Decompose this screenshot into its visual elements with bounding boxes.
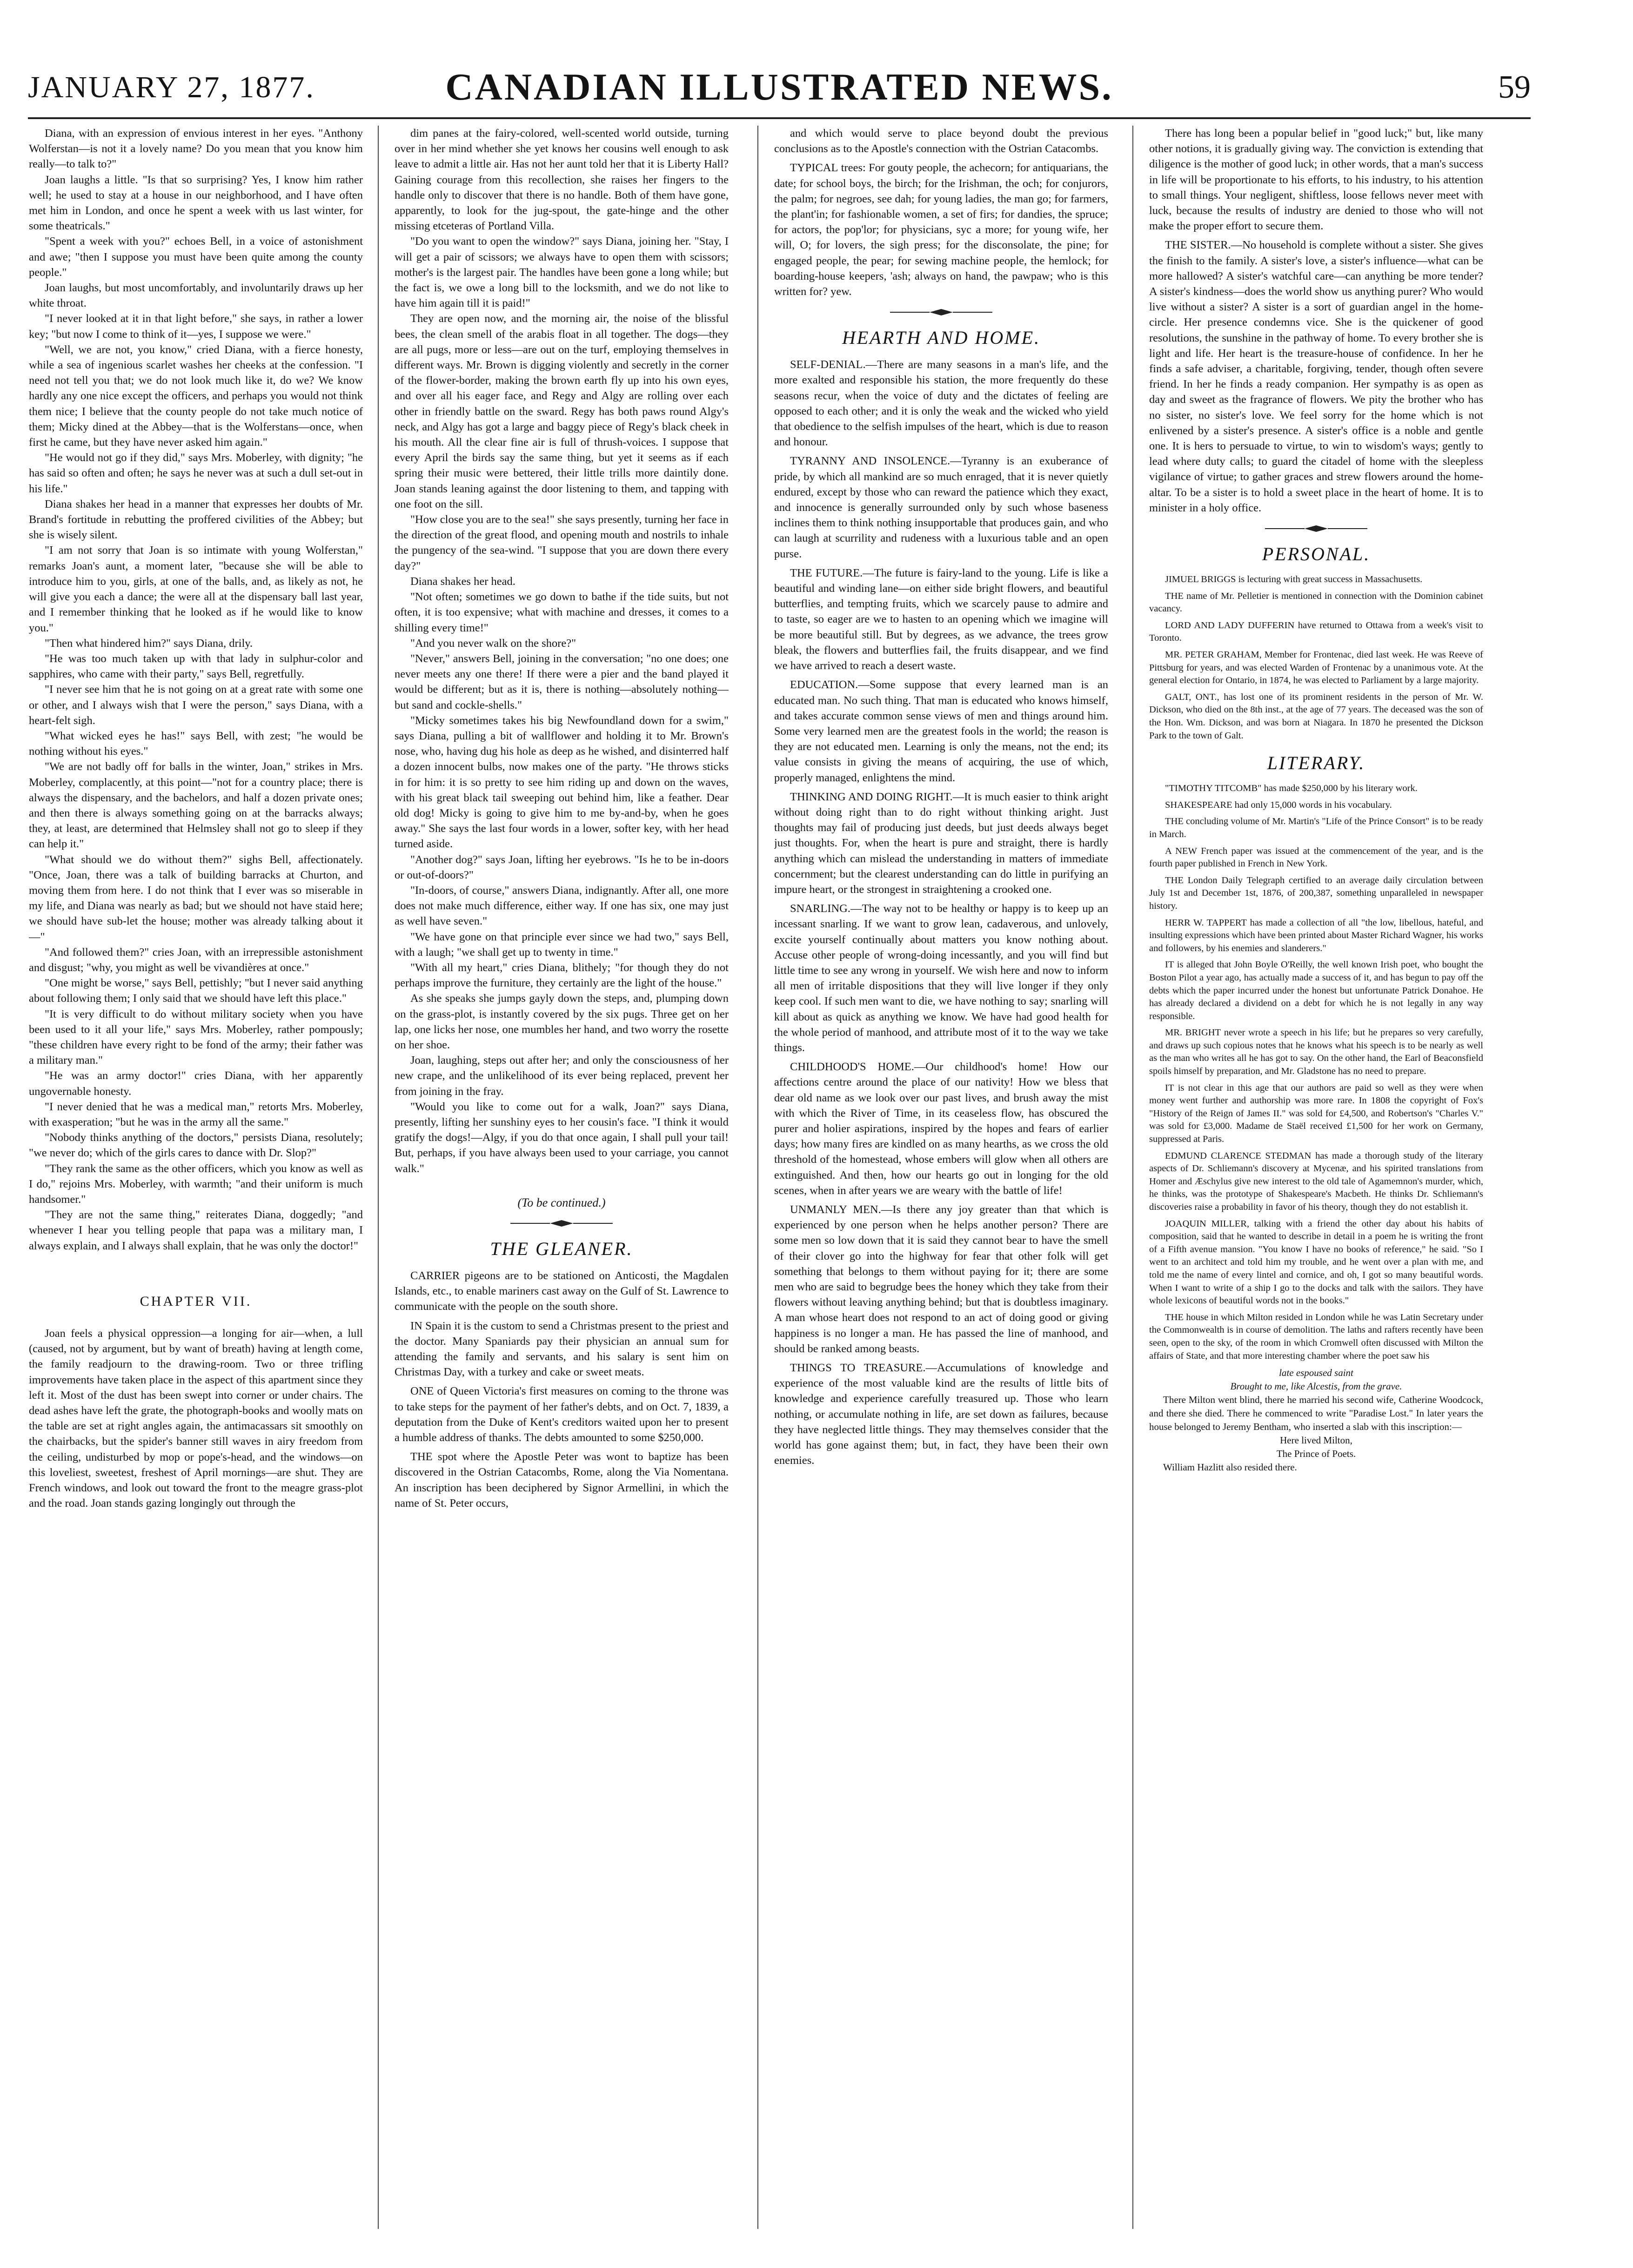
paragraph: "Never," answers Bell, joining in the conversation; "no one does; one never meets any one there! If there were a pier and the band played it would be different; but as it is, there is nothing—absolutely nothing—but sand and cockle-shells." (395, 652, 729, 711)
column-4 (1149, 126, 1483, 2238)
paragraph: "Nobody thinks anything of the doctors," persists Diana, resolutely; "we never do; which of the girls cares to dance with Dr. Slop?" (29, 1131, 363, 1160)
hearth-continued (1149, 126, 1483, 516)
paragraph: "Then what hindered him?" says Diana, drily. (45, 637, 253, 650)
poem-line: The Prince of Poets. (1276, 1448, 1356, 1460)
paragraph: "We have gone on that principle ever since we had two," says Bell, with a laugh; "we shall get up to twenty in time." (395, 930, 729, 959)
item-text: —Accumulations of knowledge and experience of the most valuable kind are the results of little bits of knowledge and experience carefully treasured up. Those who learn nothing, or accumulate nothing in life, are set down as failures, because they have neglected little things. They may themselves consider that the world has gone against them; but, in fact, they have been their own enemies. (774, 1362, 1108, 1467)
news-item (1149, 649, 1483, 687)
news-item (1149, 845, 1483, 871)
paragraph: Diana, with an expression of envious interest in her eyes. "Anthony Wolferstan—is not it a lovely name? Do you mean that you know him really—to talk to?" (29, 127, 363, 171)
header-rule (28, 117, 1531, 119)
item-lead: EDMUND CLARENCE STEDMAN (1165, 1150, 1312, 1161)
item-lead: IT (1165, 1082, 1174, 1093)
item-lead: GALT, ONT., (1165, 691, 1219, 702)
paragraph: Joan, laughing, steps out after her; and only the consciousness of her new crape, and the unlikelihood of its ever being replaced, prevent her from joining in the fray. (395, 1054, 729, 1098)
item-text: —It is much easier to think aright without doing right than to do right without thinking aright. Just thoughts may fail of producing just deeds, but just deeds always beget just thoughts. For, when the heart is pure and straight, there is hardly anything which can mislead the understanding in matters of immediate concernment; but the clearest understanding can do little in purifying an impure heart, or the strongest in straightening a crooked one. (774, 790, 1108, 896)
item-lead: HERR W. TAPPERT (1165, 917, 1247, 928)
paragraph: "Spent a week with you?" echoes Bell, in a voice of astonishment and awe; "then I suppose you must have been quite among the county people." (29, 235, 363, 279)
item-lead: THE (410, 1450, 433, 1463)
item-lead: THE FUTURE. (790, 566, 863, 579)
news-item (395, 1268, 729, 1315)
news-item (1149, 815, 1483, 841)
news-item (1149, 573, 1483, 586)
item-lead: TYPICAL (790, 161, 838, 174)
paragraph: "Micky sometimes takes his big Newfoundland down for a swim," says Diana, pulling a bit of wallflower and holding it to Mr. Brown's nose, who, having dug his hole as deep as he wished, and disinterred half a dozen innocent bulbs, now makes one of the party. "He throws sticks in for him: it is so pretty to see him riding up and down on the waves, with his great black tail sweeping out behind him, like a feather. Dear old dog! Micky is going to give him to me by-and-by, when he goes away." She says the last four words in a lower, softer key, with her head turned aside. (395, 714, 729, 851)
paragraph: dim panes at the fairy-colored, well-scented world outside, turning over in her mind whether she yet knows her cousins well enough to ask leave to admit a little air. Has not her aunt told her that it is Liberty Hall? Gaining courage from this recollection, she raises her fingers to the handle only to discover that there is no handle. Both of them have gone, apparently, to look for the jug-spout, the gate-hinge and the other missing etceteras of Portland Villa. (395, 127, 729, 233)
paragraph: "He was an army doctor!" cries Diana, with her apparently ungovernable honesty. (29, 1069, 363, 1098)
paragraph: Joan laughs, but most uncomfortably, and involuntarily draws up her white throat. (29, 282, 363, 310)
news-item (774, 1202, 1108, 1356)
poem-line: Brought to me, like Alcestis, from the grave. (1230, 1381, 1402, 1392)
news-item (774, 565, 1108, 673)
page-number: 59 (1498, 69, 1531, 105)
paragraph: "They are not the same thing," reiterates Diana, doggedly; "and whenever I hear you telling people that papa was a military man, I always explain, and I always shall explain, that he was only the doctor!" (29, 1208, 363, 1252)
item-text: —No household is complete without a sister. She gives the finish to the family. A sister's love, a sister's influence—what can be more hallowed? A sister's watchful care—can anything be more tender? A sister's kindness—does the world show us anything purer? Who would live without a sister? A sister is a sort of guardian angel in the home-circle. Her presence condemns vice. She is the quickener of good resolutions, the sunshine in the pathway of home. To every brother she is light and life. Her heart is the treasure-house of confidence. In her he finds a safe adviser, a charitable, forgiving, tender, though often severe friend. In her he finds a ready companion. Her sympathy is as open as day and sweet as the fragrance of flowers. We pity the brother who has no sister, no sister's love. We feel sorry for the home which is not enlivened by a sister's presence. A sister's office is a noble and gentle one. It is hers to persuade to virtue, to win to wisdom's ways; gently to lead where duty calls; to guard the citadel of home with the sleepless vigilance of virtue; to gather graces and strew flowers around the home-altar. To be a sister is to hold a sweet place in the heart of home. It is to minister in a holy office. (1149, 239, 1483, 514)
news-item (1149, 1311, 1483, 1362)
literary-items (1149, 782, 1483, 1362)
paragraph: "He was too much taken up with that lady in sulphur-color and sapphires, who came with their party," says Bell, regretfully. (29, 652, 363, 681)
story-text (29, 126, 363, 1254)
item-lead: SHAKESPEARE (1165, 799, 1232, 810)
item-lead: A NEW (1165, 845, 1197, 856)
page-header (28, 60, 1531, 126)
section-title-hearth: HEARTH AND HOME. (842, 327, 1041, 349)
paragraph: "What should we do without them?" sighs Bell, affectionately. "Once, Joan, there was a talk of building barracks at Churton, and moving them from here. I do not think that I ever was so miserable in my life, and Diana was nearly as bad; but we should not have staid here; we should have sub-let the house; mother was already talking about it—" (29, 853, 363, 943)
news-item (1149, 874, 1483, 913)
item-text: trees: For gouty people, the achecorn; for antiquarians, the date; for school boys, the birch; for the Irishman, the och; for conjurors, the palm; for negroes, see dah; for young ladies, the man go; for farmers, the plant'in; for fashionable women, a set of firs; for dandies, the spruce; for actors, the pop'lor; for physicians, syc a more; for young wife, her will, O; for lovers, the sigh press; for the disconsolate, the pine; for engaged people, the pear; for sewing machine people, the hemlock; for boarding-house keepers, 'ash; always on hand, the pawpaw; who is this written for? yew. (774, 161, 1108, 298)
item-text: of Queen Victoria's first measures on coming to the throne was to take steps for the payment of her father's debts, and on Oct. 7, 1839, a deputation from the Duke of Kent's creditors waited upon her to present a humble address of thanks. The debts amounted to some $250,000. (395, 1385, 729, 1444)
poem-line: William Hazlitt also resided there. (1163, 1462, 1297, 1473)
item-text: is lecturing with great success in Massachusetts. (1236, 574, 1423, 585)
item-text: concluding volume of Mr. Martin's "Life of the Prince Consort" is to be ready in March. (1149, 816, 1483, 839)
poem-line: late espoused saint (1279, 1367, 1353, 1379)
news-item (774, 160, 1108, 299)
masthead-title: CANADIAN ILLUSTRATED NEWS. (445, 66, 1113, 108)
paragraph: Diana shakes her head. (410, 575, 515, 588)
item-text: London Daily Telegraph certified to an average daily circulation between July 1st and December 1st, 1876, of 200,387, something unparalleled in newspaper history. (1149, 875, 1483, 911)
ornament-divider (885, 308, 997, 317)
item-text: has made a collection of all "the low, libellous, hateful, and insulting expressions which have been printed about Master Richard Wagner, his works and followers, by his enemies and slanderers." (1149, 917, 1483, 953)
news-item (1149, 1082, 1483, 1146)
item-text: —Is there any joy greater than that which is experienced by one person when he helps another person? There are some men so low down that it is said they cannot bear to have the smell of their clover go into the highway for fear that other folk will get something that belongs to them without paying for it; there are some men who are said to begrudge bees the honey which they take from their flowers without leaving anything behind; but that is doubtless imaginary. A man whose heart does not respond to an act of doing good or giving happiness is no longer a man. He has passed the line of manhood, and should be ranked among beasts. (774, 1203, 1108, 1355)
news-item (395, 1449, 729, 1511)
news-item (774, 453, 1108, 561)
story-text (395, 126, 729, 1176)
item-text: pigeons are to be stationed on Anticosti, the Magdalen Islands, etc., to enable mariners cast away on the Gulf of St. Lawrence to communicate with the people on the south shore. (395, 1269, 729, 1313)
news-item (395, 1318, 729, 1380)
item-lead: MR. PETER GRAHAM, (1165, 650, 1262, 660)
paragraph: "And followed them?" cries Joan, with an irrepressible astonishment and disgust; "why, you might as well be vivandières at once." (29, 946, 363, 974)
paragraph: Diana shakes her head in a manner that expresses her doubts of Mr. Brand's fortitude in rebutting the proffered civilities of the Abbey; but she is wisely silent. (29, 497, 363, 542)
item-text: —Our childhood's home! How our affections centre around the place of our nativity! How we bless that dear old name as we look over our past lives, and brush away the mist with which the River of Time, in its ceaseless flow, has obscured the purer and holier aspirations, inspired by the hopes and fears of earlier days; how many fires are kindled on as many hearths, as we cross the old threshold of the homestead, whose embers will glow when all others are extinguished. And then, how our hearts go out in longing for the old scenes, when in after years we are weary with the battle of life! (774, 1060, 1108, 1197)
item-lead: SELF-DENIAL. (790, 358, 866, 371)
paragraph: As she speaks she jumps gayly down the steps, and, plumping down on the grass-plot, is instantly covered by the six pugs. Three get on her lap, one licks her nose, one mumbles her hand, and two worry the rosette on her shoe. (395, 992, 729, 1051)
paragraph: They are open now, and the morning air, the noise of the blissful bees, the clean smell of the arabis float in all together. The dogs—they are all pugs, more or less—are out on the turf, employing themselves in different ways. Mr. Brown is digging violently and secretly in the corner of the flower-border, making the brown earth fly up into his own eyes, and over all his eager face, and Regy and Algy are rolling over each other in friendly battle on the sward. Regy has both paws round Algy's neck, and Algy has got a large and baggy piece of Regy's black cheek in his mouth. All the clear fine air is full of thrush-voices. I suppose that every April the birds say the same thing, but yet it seems as if each spring their music were bettered, their little trills more daintily done. Joan stands leaning against the door listening to them, and tapping with one foot on the sill. (395, 312, 729, 510)
item-text: name of Mr. Pelletier is mentioned in connection with the Dominion cabinet vacancy. (1149, 590, 1483, 614)
news-item (1149, 237, 1483, 516)
item-lead: UNMANLY MEN. (790, 1203, 881, 1216)
paragraph: "In-doors, of course," answers Diana, indignantly. After all, one more does not make much difference, either way. If one has six, one may just as well have seven." (395, 884, 729, 928)
chapter-heading: CHAPTER VII. (140, 1293, 252, 1309)
news-item (1149, 1027, 1483, 1078)
gleaner-continued (774, 126, 1108, 299)
to-be-continued: (To be continued.) (517, 1195, 606, 1209)
item-text: spot where the Apostle Peter was wont to baptize has been discovered in the Ostrian Catacombs, Rome, along the Via Nomentana. An inscription has been deciphered by Signor Armellini, in which the name of St. Peter occurs, (395, 1450, 729, 1510)
poem-line: There Milton went blind, there he married his second wife, Catherine Woodcock, and there she died. There he commenced to write "Paradise Lost." In later years the house belonged to Jeremy Bentham, who inserted a slab with this inscription:— (1149, 1394, 1483, 1433)
item-lead: IT (1165, 960, 1174, 970)
paragraph: "He would not go if they did," says Mrs. Moberley, with dignity; "he has said so often and often; he says he never was at such a dull set-out in his life." (29, 451, 363, 495)
item-lead: "TIMOTHY TITCOMB" (1165, 783, 1262, 794)
paragraph: "I am not sorry that Joan is so intimate with young Wolferstan," remarks Joan's aunt, a moment later, "because she will be able to introduce him to you, girls, at one of the balls, and, as likely as not, he will give you each a dance; the were all at the dispensary ball last year, and I remember thinking that he looked as if he would like to know you." (29, 544, 363, 634)
paragraph: "They rank the same as the other officers, which you know as well as I do," rejoins Mrs. Moberley, with warmth; "and their uniform is much handsomer." (29, 1162, 363, 1206)
poem-line: Here lived Milton, (1280, 1435, 1352, 1446)
item-text: has made $250,000 by his literary work. (1261, 783, 1418, 794)
item-text: is not clear in this age that our authors are paid so well as they were when money went further and authorship was more rare. In 1808 the copyright of Fox's "History of the Reign of James II." was sold for £4,500, and Robertson's "Charles V." was sold for £3,000. Madame de Staël received £1,500 for her work on Germany, suppressed at Paris. (1149, 1082, 1483, 1145)
paragraph: "It is very difficult to do without military society when you have been used to it all your life," says Mrs. Moberley, rather pompously; "these children have every right to be fond of the army; their father was a military man." (29, 1007, 363, 1067)
item-lead: JIMUEL BRIGGS (1165, 574, 1236, 585)
news-item (1149, 691, 1483, 742)
item-lead: CARRIER (410, 1269, 460, 1282)
item-text: has lost one of its prominent residents in the person of Mr. W. Dickson, who died on the 8th inst., at the age of 77 years. The deceased was the son of the Hon. Wm. Dickson, and was born at Niagara. In 1870 he presented the Dickson Park to the town of Galt. (1149, 691, 1483, 741)
milton-inscription (1149, 1366, 1483, 1474)
paragraph: "I never see him that he is not going on at a great rate with some one or other, and I always wish that I were the person," says Diana, with a heart-felt sigh. (29, 683, 363, 727)
item-lead: THE (1165, 1312, 1184, 1322)
item-lead: JOAQUIN MILLER, (1165, 1218, 1250, 1229)
item-lead: CHILDHOOD'S HOME. (790, 1060, 914, 1074)
item-lead: THE (1165, 816, 1184, 827)
news-item (774, 1059, 1108, 1198)
item-text: is alleged that John Boyle O'Reilly, the well known Irish poet, who bought the Boston Pilot a year ago, has actually made a success of it, and has begun to pay off the debts which the paper incurred under the honest but unfortunate Patrick Donahoe. He has already declared a dividend on a debt for which he is not legally in any way responsible. (1149, 960, 1483, 1021)
ornament-divider (506, 1219, 617, 1228)
issue-date: JANUARY 27, 1877. (28, 70, 315, 104)
column-1 (29, 126, 363, 2238)
news-item (1149, 1218, 1483, 1308)
item-lead: IN (410, 1319, 422, 1332)
story-text-continued (29, 1326, 363, 1511)
ornament-divider (1260, 524, 1372, 533)
item-text: —There are many seasons in a man's life, and the more exalted and responsible his station, the more frequently do these seasons recur, when the voice of duty and the dictates of feeling are opposed to each other; and it is only the weak and the wicked who yield that obedience to the selfish impulses of the heart, which is due to reason and honour. (774, 358, 1108, 449)
news-item (1149, 126, 1483, 234)
column-3 (774, 126, 1108, 2238)
news-item (774, 677, 1108, 785)
section-title-gleaner: THE GLEANER. (490, 1238, 633, 1260)
item-text: Member for Frontenac, died last week. He was Reeve of Pittsburg for years, and was elected Warden of Frontenac by a unanimous vote. At the general election for Ontario, in 1874, he was elected to Parliament by a large majority. (1149, 650, 1483, 686)
news-item (774, 901, 1108, 1055)
news-item (1149, 1150, 1483, 1214)
column-divider (757, 126, 758, 2229)
paragraph: "How close you are to the sea!" she says presently, turning her face in the direction of the great flood, and opening mouth and nostrils to inhale the pungency of the sea-wind. "I suppose that you are down there every day?" (395, 513, 729, 572)
news-item (1149, 619, 1483, 645)
paragraph: "We are not badly off for balls in the winter, Joan," strikes in Mrs. Moberley, complacently, at this point—"not for a country place; there is always the dispensary, and the bachelors, and half a dozen private ones; and then there is always something going on at the barracks always; they, at least, are determined that Helmsley shall not go to sleep if they can help it." (29, 760, 363, 851)
news-item (774, 357, 1108, 450)
item-lead: THE SISTER. (1165, 239, 1231, 252)
item-text: had only 15,000 words in his vocabulary. (1232, 799, 1392, 810)
news-item (1149, 959, 1483, 1023)
column-divider (378, 126, 379, 2229)
item-text: —The way not to be healthy or happy is to keep up an incessant snarling. If we want to grow lean, cadaverous, and unlovely, excite yourself continually about matters you know nothing about. Accuse other people of wrong-doing incessantly, and you will find but little time to see any wrong in yourself. We wish here and now to inform all men of irritable dispositions that they will live longer if they only keep cool. If such men want to die, we have nothing to say; snarling will kill about as quick as anything we know. We have had good health for the whole period of manhood, and attribute most of it to the way we take things. (774, 902, 1108, 1054)
paragraph: Joan feels a physical oppression—a longing for air—when, a lull (caused, not by argument, but by want of breath) having at length come, the family readjourn to the drawing-room. Two or three trifling improvements have taken place in the aspect of this apartment since they left it. Most of the dust has been swept into corner or under chairs. The dead ashes have left the grate, the photograph-books and woolly mats on the table are set at right angles again, the antimacassars sit smoothly on the chairbacks, but the spider's banner still waves in airy freedom from the ceiling, undisturbed by mop or pope's-head, and the windows—on this loveliest, sweetest, freshest of April mornings—are shut. They are French windows, and look out toward the front to the meagre grass-plot and the road. Joan stands gazing longingly out through the (29, 1327, 363, 1510)
news-item (1149, 917, 1483, 955)
item-lead: THINKING AND DOING RIGHT. (790, 790, 953, 803)
item-text: never wrote a speech in his life; but he prepares so very carefully, and draws up such copious notes that he knows what his speech is to be nearly as well as the man who writes all he has got to say. On the other hand, the Earl of Beaconsfield spoils himself by preparation, and Mr. Gladstone has no need to prepare. (1149, 1027, 1483, 1077)
item-lead: TYRANNY AND INSOLENCE. (790, 455, 950, 468)
news-item (1149, 799, 1483, 812)
news-item (395, 1383, 729, 1445)
paragraph: "One might be worse," says Bell, pettishly; "but I never said anything about following them; I only said that we should have left this place." (29, 977, 363, 1005)
hearth-items (774, 357, 1108, 1468)
paragraph: "Not often; sometimes we go down to bathe if the tide suits, but not often, it is too expensive; what with machine and dresses, it comes to a shilling every time!" (395, 590, 729, 634)
paragraph: "Would you like to come out for a walk, Joan?" says Diana, presently, lifting her sunshiny eyes to her cousin's face. "I think it would gratify the dogs!—Algy, if you do that once again, I shall pull your tail! But, perhaps, if you have always been used to your carriage, you cannot walk." (395, 1100, 729, 1175)
section-title-personal: PERSONAL. (1262, 544, 1371, 565)
item-text: Spain it is the custom to send a Christmas present to the priest and the doctor. Many Spaniards pay their physician an annual sum for attending the family and servants, and his salary is sent him on Christmas Day, with a turkey and cake or sweet meats. (395, 1319, 729, 1379)
item-lead: THE (1165, 590, 1184, 601)
item-text: has made a thorough study of the literary aspects of Dr. Schliemann's discovery at Mycenæ, and his spirited translations from Homer and Æschylus give new interest to the old tale of Agamemnon's murder, which, he thinks, was the prototype of Shakespeare's Macbeth. He thinks Dr. Schliemann's discoveries raise a probability in favor of his theory, though they do not establish it. (1149, 1150, 1483, 1213)
personal-items (1149, 573, 1483, 742)
paragraph: "And you never walk on the shore?" (410, 637, 576, 650)
gleaner-items (395, 1268, 729, 1511)
paragraph: "What wicked eyes he has!" says Bell, with zest; "he would be nothing without his eyes." (29, 729, 363, 758)
item-text: house in which Milton resided in London while he was Latin Secretary under the Commonwealth is in course of demolition. The laths and rafters recently have been seen, open to the sky, of the room in which Cromwell often discussed with Milton the affairs of State, and that more interesting chamber where the poet saw his (1149, 1312, 1483, 1361)
news-item (1149, 782, 1483, 795)
paragraph: Joan laughs a little. "Is that so surprising? Yes, I know him rather well; he used to stay at a house in our neighborhood, and I have often met him in London, and once he spent a week with us last winter, for some theatricals." (29, 173, 363, 233)
paragraph: "Another dog?" says Joan, lifting her eyebrows. "Is he to be in-doors or out-of-doors?" (395, 853, 729, 881)
paragraph: "Do you want to open the window?" says Diana, joining her. "Stay, I will get a pair of scissors; we always have to open them with scissors; mother's is the largest pair. The handles have been gone a long while; but the fact is, we owe a long bill to the locksmith, and we do not like to have him again till it is paid!" (395, 235, 729, 310)
item-lead: ONE (410, 1385, 434, 1398)
item-text: —The future is fairy-land to the young. Life is like a beautiful and winding lane—on either side bright flowers, and beautiful butterflies, and tempting fruits, which we scarcely pause to admire and to taste, so eager are we to hasten to an opening which we imagine will be more beautiful still. But by degrees, as we advance, the trees grow bleak, the flowers and butterflies fail, the fruits disappear, and we find we have arrived to reach a desert waste. (774, 566, 1108, 672)
section-title-literary: LITERARY. (1267, 752, 1365, 774)
item-lead: MR. BRIGHT (1165, 1027, 1221, 1038)
item-text: and which would serve to place beyond doubt the previous conclusions as to the Apostle's connection with the Ostrian Catacombs. (774, 127, 1108, 155)
item-lead: THINGS TO TREASURE. (790, 1362, 926, 1375)
item-text: have returned to Ottawa from a week's visit to Toronto. (1149, 620, 1483, 644)
item-lead: THE (1165, 875, 1184, 886)
news-item (774, 1360, 1108, 1468)
item-lead: EDUCATION. (790, 678, 858, 691)
news-item (1149, 590, 1483, 616)
column-2 (395, 126, 729, 2238)
paragraph: "Well, we are not, you know," cried Diana, with a fierce honesty, while a sea of ingenious scarlet washes her cheeks at the confession. "I need not tell you that; we do not look much like it, do we? We know hardly any one nice except the officers, and perhaps you would not think them nice; I believe that the county people do not take much notice of them; Micky dined at the Abbey—that is the Wolferstans—once, when first he came, but they have never asked him again." (29, 343, 363, 449)
news-item (774, 789, 1108, 897)
item-text: —Tyranny is an exuberance of pride, by which all mankind are so much enraged, that it is never quietly endured, except by those who can reward the patience which they exact, and innocence is generally surrounded only by such whose baseness inclines them to think nothing insupportable that produces gain, and who can laugh at scurrility and rudeness with a luxurious table and an open purse. (774, 455, 1108, 560)
paragraph: "I never looked at it in that light before," she says, in rather a lower key; "but now I come to think of it—yes, I suppose we were." (29, 312, 363, 341)
item-text: French paper was issued at the commencement of the year, and is the fourth paper published in French in New York. (1149, 845, 1483, 869)
item-text: —Some suppose that every learned man is an educated man. No such thing. That man is educated who knows himself, and takes accurate common sense views of men and things around him. Some very learned men are the greatest fools in the world; the reason is they are not educated men. Learning is only the means, not the end; its value consists in giving the means of acquiring, the use of which, properly managed, enlightens the mind. (774, 678, 1108, 784)
paragraph: "With all my heart," cries Diana, blithely; "for though they do not perhaps improve the furniture, they certainly are the light of the house." (395, 961, 729, 990)
column-divider (1132, 126, 1133, 2229)
paragraph: "I never denied that he was a medical man," retorts Mrs. Moberley, with exasperation; "but he was in the army all the same." (29, 1100, 363, 1128)
item-text: There has long been a popular belief in "good luck;" but, like many other notions, it is gradually giving way. The conviction is extending that diligence is the mother of good luck; in other words, that a man's success in life will be proportionate to his efforts, to his industry, to his attention to small things. Your negligent, shiftless, loose fellows never meet with luck, because the results of industry are denied to those who will not make the proper effort to secure them. (1149, 127, 1483, 233)
news-item (774, 126, 1108, 156)
item-text: talking with a friend the other day about his habits of composition, said that he wanted to describe in detail in a poem he is writing the front of a Fifth avenue mansion. "You know I have no books of reference," he said. "So I went to an architect and told him my trouble, and he went over a plan with me, and told me the name of every lintel and cornice, and oh, I got so many beautiful words. When I want to write of a ship I go to the docks and talk with the sailors. They have whole lexicons of beautiful words not in the books." (1149, 1218, 1483, 1306)
item-lead: SNARLING. (790, 902, 850, 915)
item-lead: LORD AND LADY DUFFERIN (1165, 620, 1295, 631)
